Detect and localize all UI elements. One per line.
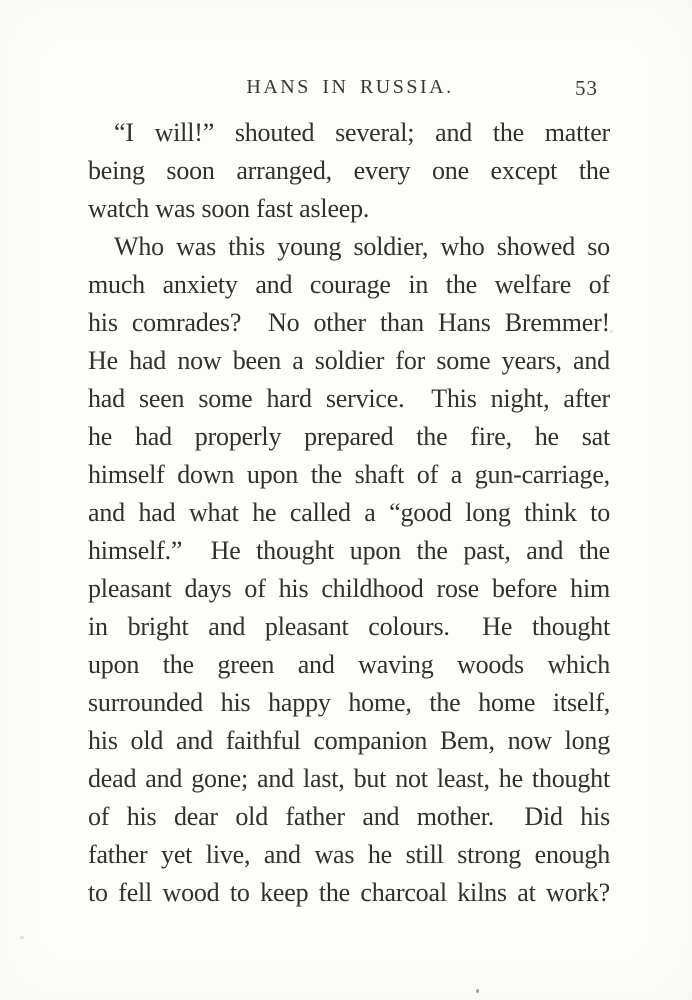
text-line: He had now been a soldier for some years, and xyxy=(88,346,610,375)
paragraph xyxy=(88,114,610,228)
running-header xyxy=(88,76,612,102)
text-line: surrounded his happy home, the home itself, xyxy=(88,688,610,717)
page-number: 53 xyxy=(575,76,598,100)
text-line: pleasant days of his childhood rose before him xyxy=(88,574,610,603)
text-line: Who was this young soldier, who showed so xyxy=(114,232,610,261)
text-line: of his dear old father and mother. Did his xyxy=(88,802,610,831)
page-body xyxy=(88,114,610,912)
text-line: in bright and pleasant colours. He thought xyxy=(88,612,610,641)
text-line: himself down upon the shaft of a gun-carriage, xyxy=(88,460,610,489)
text-line: watch was soon fast asleep. xyxy=(88,194,370,223)
text-line: his old and faithful companion Bem, now long xyxy=(88,726,610,755)
text-line: much anxiety and courage in the welfare of xyxy=(88,270,610,299)
text-line: himself.” He thought upon the past, and the xyxy=(88,536,610,565)
text-line: he had properly prepared the fire, he sat xyxy=(88,422,610,451)
text-line: and had what he called a “good long think to xyxy=(88,498,610,527)
text-line: upon the green and waving woods which xyxy=(88,650,610,679)
text-line: being soon arranged, every one except the xyxy=(88,156,610,185)
scan-speck xyxy=(476,989,479,993)
text-line: “I will!” shouted several; and the matter xyxy=(114,118,610,147)
text-line: dead and gone; and last, but not least, he thought xyxy=(88,764,610,793)
paragraph xyxy=(88,228,610,912)
scan-speck xyxy=(20,936,24,939)
text-line: had seen some hard service. This night, after xyxy=(88,384,610,413)
running-title: HANS IN RUSSIA. xyxy=(246,76,454,98)
scan-speck xyxy=(610,330,613,333)
text-line: father yet live, and was he still strong enough xyxy=(88,840,610,869)
text-line: to fell wood to keep the charcoal kilns at work? xyxy=(88,878,610,907)
text-line: his comrades? No other than Hans Bremmer! xyxy=(88,308,610,337)
